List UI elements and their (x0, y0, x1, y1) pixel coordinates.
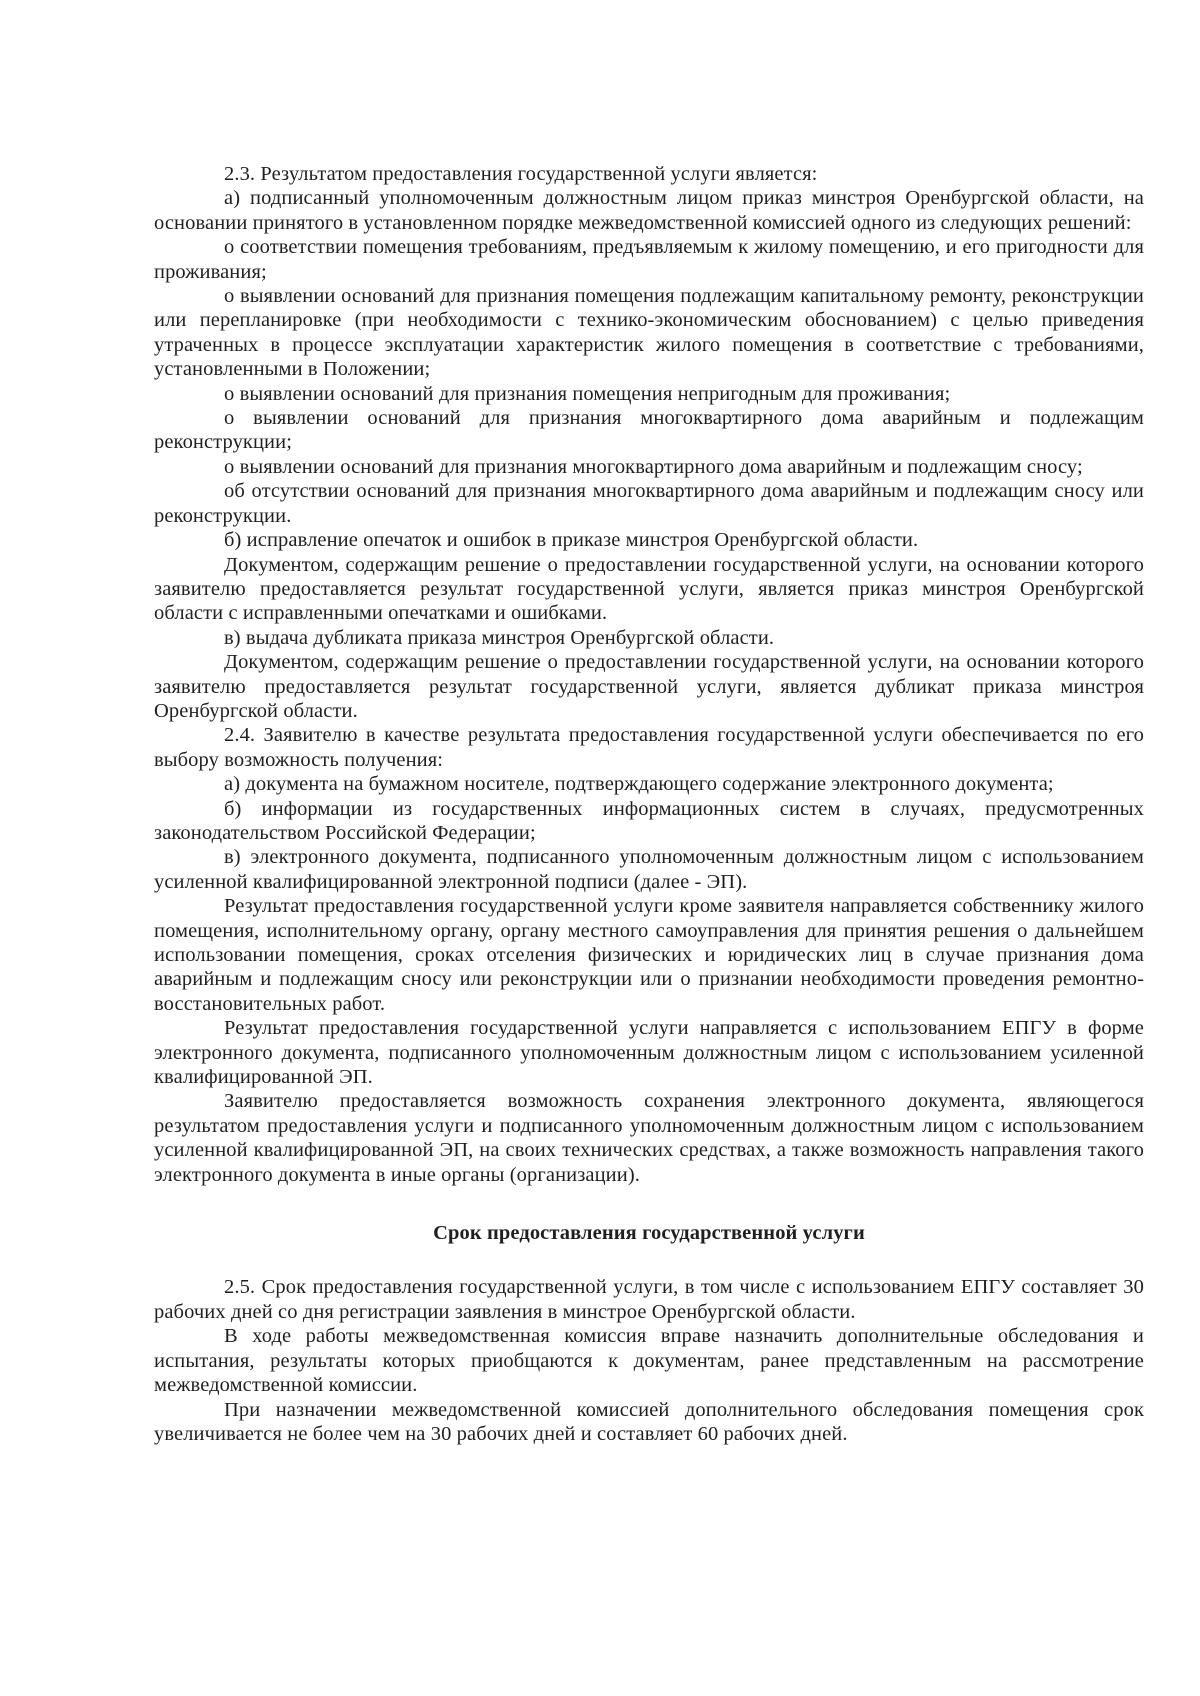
paragraph-2-5-extension: При назначении межведомственной комиссией дополнительного обследования помещения срок увеличивается не более чем на 30 рабочих дней и составляет 60 рабочих дней. (154, 1398, 1144, 1445)
paragraph-2-3-v-document: Документом, содержащим решение о предоставлении государственной услуги, на основании которого заявителю предоставляется результат государственной услуги, является дубликат приказа минстроя Оренбургской области. (154, 651, 1144, 722)
paragraph-2-4-v: в) электронного документа, подписанного уполномоченным должностным лицом с использованием усиленной квалифицированной электронной подписи (далее - ЭП). (154, 846, 1144, 893)
paragraph-2-3-b-document: Документом, содержащим решение о предоставлении государственной услуги, на основании которого заявителю предоставляется результат государственной услуги, является приказ минстроя Оренбургской области с исправленными опечатками и ошибками. (154, 553, 1144, 625)
document-page (154, 162, 1144, 1446)
paragraph-2-5-term: 2.5. Срок предоставления государственной услуги, в том числе с использованием ЕПГУ составляет 30 рабочих дней со дня регистрации заявления в минстрое Оренбургской области. (154, 1276, 1144, 1323)
paragraph-2-3-v: в) выдача дубликата приказа минстроя Оренбургской области. (224, 626, 775, 649)
paragraph-2-3-intro: 2.3. Результатом предоставления государственной услуги является: (224, 163, 818, 185)
paragraph-2-4-epgu: Результат предоставления государственной услуги направляется с использованием ЕПГУ в форме электронного документа, подписанного уполномоченным должностным лицом с использованием усиленной квалифицированной ЭП. (154, 1017, 1144, 1089)
paragraph-decision-unfit: о выявлении оснований для признания помещения непригодным для проживания; (224, 382, 951, 405)
paragraph-2-4-a: а) документа на бумажном носителе, подтверждающего содержание электронного документа; (224, 773, 1054, 796)
paragraph-2-4-storage: Заявителю предоставляется возможность сохранения электронного документа, являющегося результатом предоставления услуги и подписанного уполномоченным должностным лицом с использованием усиленной квалифицированной ЭП, на своих технических средствах, а также возможность направления такого электронного документа в иные органы (организации). (154, 1090, 1144, 1186)
paragraph-decision-no-grounds: об отсутствии оснований для признания многоквартирного дома аварийным и подлежащим сносу или реконструкции. (154, 480, 1144, 527)
paragraph-decision-suitability: о соответствии помещения требованиям, предъявляемым к жилому помещению, и его пригодности для проживания; (154, 236, 1144, 283)
paragraph-2-3-b: б) исправление опечаток и ошибок в приказе минстроя Оренбургской области. (224, 529, 919, 552)
paragraph-decision-reconstruction: о выявлении оснований для признания многоквартирного дома аварийным и подлежащим реконструкции; (154, 407, 1144, 454)
paragraph-decision-demolition: о выявлении оснований для признания многоквартирного дома аварийным и подлежащим сносу; (224, 455, 1083, 478)
paragraph-2-4-b: б) информации из государственных информационных систем в случаях, предусмотренных законодательством Российской Федерации; (154, 797, 1144, 844)
paragraph-2-4-recipients: Результат предоставления государственной услуги кроме заявителя направляется собственнику жилого помещения, исполнительному органу, органу местного самоуправления для принятия решения о дальнейшем использовании помещения, сроках отселения физических и юридических лиц в случае признания дома аварийным и подлежащим сносу или реконструкции или о признании необходимости проведения ремонтно-восстановительных работ. (154, 895, 1144, 1015)
paragraph-2-4-intro: 2.4. Заявителю в качестве результата предоставления государственной услуги обеспечивается по его выбору возможность получения: (154, 724, 1144, 771)
paragraph-2-3-a: а) подписанный уполномоченным должностным лицом приказ минстроя Оренбургской области, на основании принятого в установленном порядке межведомственной комиссией одного из следующих решений: (154, 187, 1144, 234)
paragraph-decision-repair: о выявлении оснований для признания помещения подлежащим капитальному ремонту, реконструкции или перепланировке (при необходимости с технико-экономическим обоснованием) с целью приведения утраченных в процессе эксплуатации характеристик жилого помещения в соответствие с требованиями, установленными в Положении; (154, 285, 1144, 381)
paragraph-2-5-inspections: В ходе работы межведомственная комиссия вправе назначить дополнительные обследования и испытания, результаты которых приобщаются к документам, ранее представленным на рассмотрение межведомственной комиссии. (154, 1325, 1144, 1397)
section-heading-term: Срок предоставления государственной услуги (433, 1222, 865, 1245)
